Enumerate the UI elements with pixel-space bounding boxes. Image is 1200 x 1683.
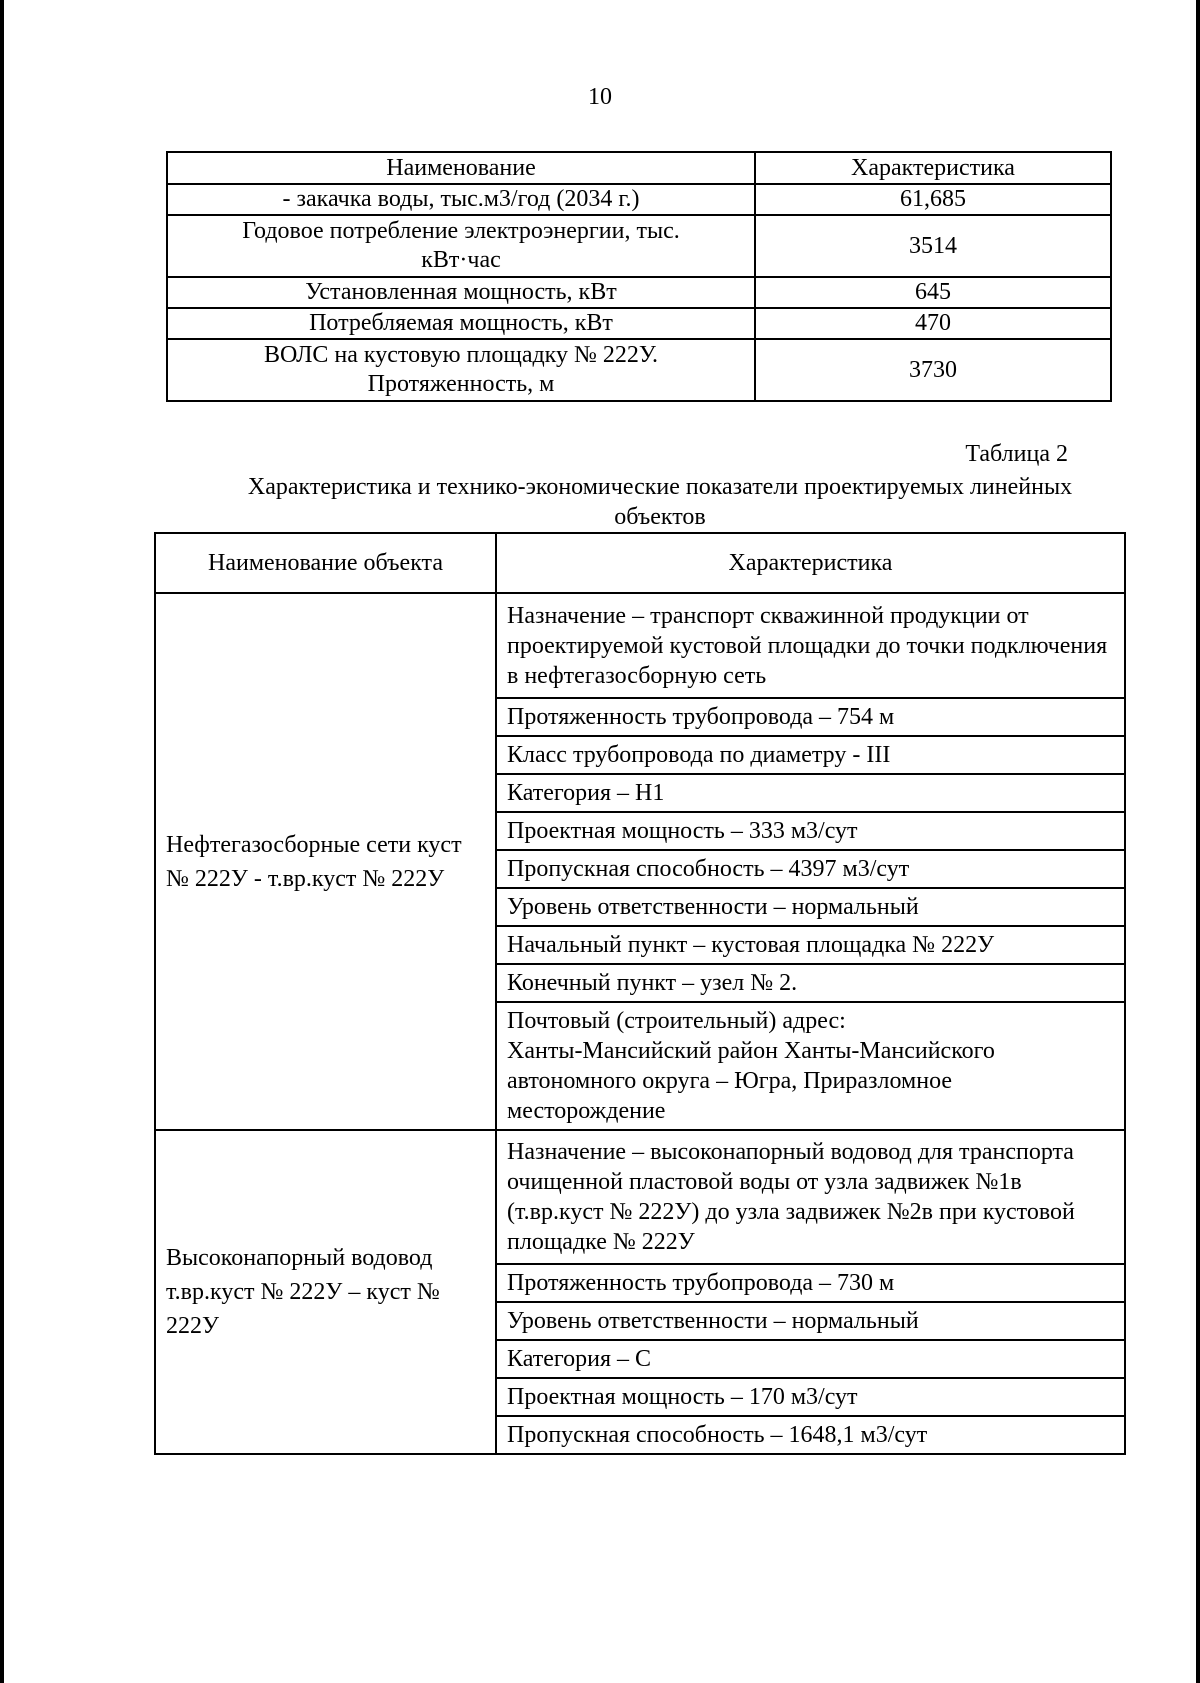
table-header-row: [155, 533, 1125, 593]
table-caption-title: Характеристика и технико-экономические показатели проектируемых линейных объектов: [247, 474, 1073, 530]
characteristic-cell: Начальный пункт – кустовая площадка № 222У: [496, 926, 1125, 964]
characteristic-cell: Уровень ответственности – нормальный: [496, 888, 1125, 926]
row-value: 61,685: [755, 184, 1111, 215]
characteristic-cell: Пропускная способность – 4397 м3/сут: [496, 850, 1125, 888]
row-name: ВОЛС на кустовую площадку № 222У. Протяженность, м: [167, 339, 755, 401]
characteristic-cell: Класс трубопровода по диаметру - III: [496, 736, 1125, 774]
row-name: Потребляемая мощность, кВт: [167, 308, 755, 339]
table-row: [155, 593, 1125, 698]
header-characteristic: Характеристика: [496, 533, 1125, 593]
object-name-oil-gas-network: Нефтегазосборные сети куст № 222У - т.вр.куст № 222У: [155, 593, 496, 1130]
characteristic-cell: Протяженность трубопровода – 754 м: [496, 698, 1125, 736]
row-value: 3514: [755, 215, 1111, 277]
characteristic-cell: Почтовый (строительный) адрес: Ханты-Мансийский район Ханты-Мансийского автономного округа – Югра, Приразломное месторождение: [496, 1002, 1125, 1130]
table-row: [167, 277, 1111, 308]
table-row: [167, 339, 1111, 401]
row-value: 470: [755, 308, 1111, 339]
row-name: - закачка воды, тыс.м3/год (2034 г.): [167, 184, 755, 215]
row-name: Установленная мощность, кВт: [167, 277, 755, 308]
table-caption-number: Таблица 2: [965, 441, 1068, 467]
table-header-row: [167, 152, 1111, 184]
scan-left-border: [0, 0, 4, 1683]
linear-objects-table: [154, 532, 1126, 1455]
table-row: [167, 215, 1111, 277]
table-row: [155, 1130, 1125, 1264]
characteristic-cell: Пропускная способность – 1648,1 м3/сут: [496, 1416, 1125, 1454]
characteristic-cell: Назначение – транспорт скважинной продукции от проектируемой кустовой площадки до точки подключения в нефтегазосборную сеть: [496, 593, 1125, 698]
page-number: 10: [588, 84, 612, 110]
object-name-high-pressure-water-line: Высоконапорный водовод т.вр.куст № 222У – куст № 222У: [155, 1130, 496, 1454]
characteristic-cell: Протяженность трубопровода – 730 м: [496, 1264, 1125, 1302]
summary-table: [166, 151, 1112, 402]
characteristic-cell: Категория – С: [496, 1340, 1125, 1378]
header-characteristic: Характеристика: [755, 152, 1111, 184]
table-row: [167, 308, 1111, 339]
scan-right-border: [1196, 0, 1200, 1683]
characteristic-cell: Проектная мощность – 333 м3/сут: [496, 812, 1125, 850]
characteristic-cell: Конечный пункт – узел № 2.: [496, 964, 1125, 1002]
characteristic-cell: Уровень ответственности – нормальный: [496, 1302, 1125, 1340]
row-name: Годовое потребление электроэнергии, тыс. кВт·час: [167, 215, 755, 277]
row-value: 3730: [755, 339, 1111, 401]
characteristic-cell: Проектная мощность – 170 м3/сут: [496, 1378, 1125, 1416]
characteristic-cell: Назначение – высоконапорный водовод для транспорта очищенной пластовой воды от узла задвижек №1в (т.вр.куст № 222У) до узла задвижек №2в при кустовой площадке № 222У: [496, 1130, 1125, 1264]
table-row: [167, 184, 1111, 215]
characteristic-cell: Категория – Н1: [496, 774, 1125, 812]
row-value: 645: [755, 277, 1111, 308]
header-object-name: Наименование объекта: [155, 533, 496, 593]
header-name: Наименование: [167, 152, 755, 184]
